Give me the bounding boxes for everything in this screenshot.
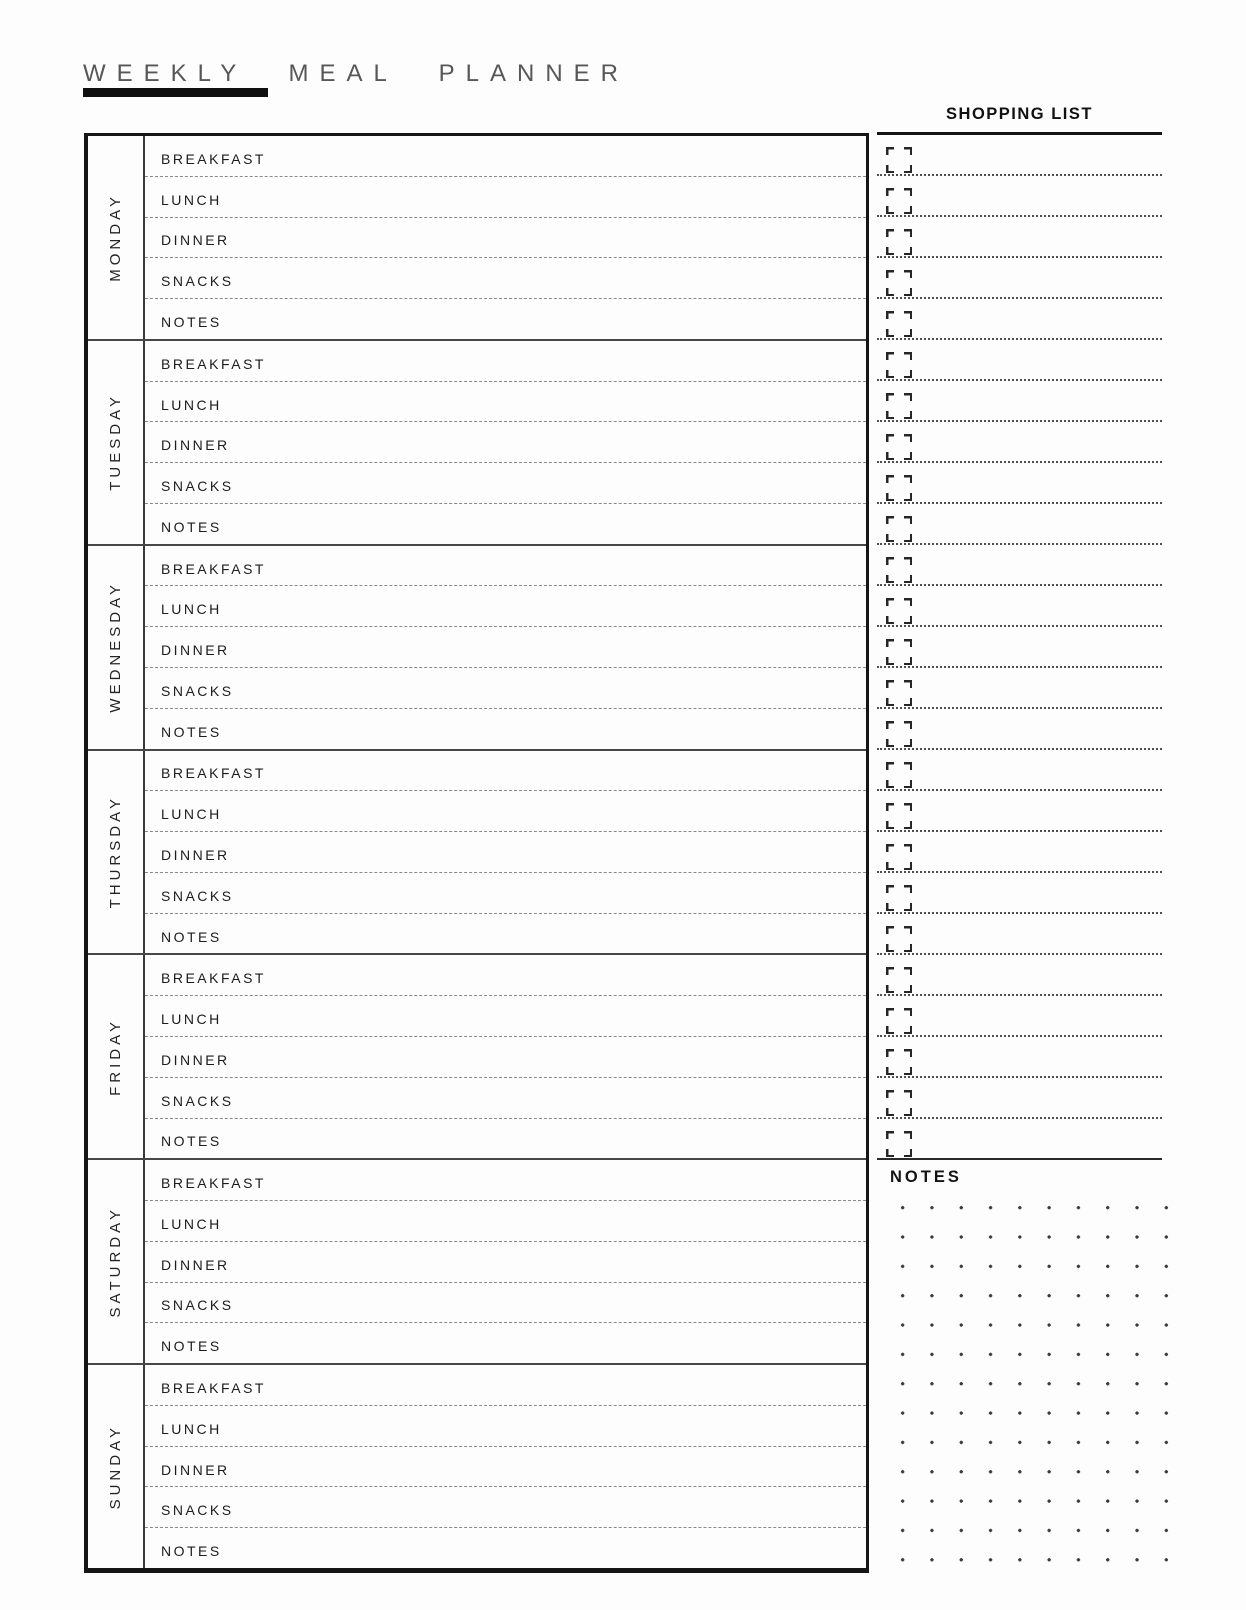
meal-row (145, 218, 866, 259)
day-block (88, 749, 866, 954)
checkbox-icon (886, 967, 912, 993)
meal-entry-space (222, 920, 866, 954)
checkbox-icon (886, 680, 912, 706)
meal-row (145, 1528, 866, 1568)
meal-row (145, 709, 866, 749)
shopping-list-row (877, 340, 1162, 381)
shopping-list-row (877, 217, 1162, 258)
meal-row (145, 873, 866, 914)
shopping-item-space (922, 299, 1162, 338)
meal-entry-space (222, 1534, 866, 1568)
meal-row (145, 463, 866, 504)
shopping-list-row (877, 832, 1162, 873)
checkbox-icon (886, 762, 912, 788)
day-label-column (88, 955, 145, 1158)
day-block (88, 953, 866, 1158)
shopping-item-space (922, 217, 1162, 256)
shopping-list-row (877, 791, 1162, 832)
meal-entry-space (222, 715, 866, 749)
meal-entry-space (266, 552, 866, 586)
meal-row-label: NOTES (161, 1133, 222, 1150)
meal-entry-space (234, 264, 866, 298)
meal-row (145, 546, 866, 587)
day-rows (145, 751, 866, 954)
day-rows (145, 546, 866, 749)
meal-entry-space (222, 1002, 866, 1036)
meal-entry-space (222, 1329, 866, 1363)
meal-row-label: BREAKFAST (161, 1380, 266, 1397)
shopping-item-space (922, 873, 1162, 912)
meal-row (145, 1078, 866, 1119)
shopping-list-section (877, 105, 1162, 1160)
meal-entry-space (222, 510, 866, 544)
meal-row-label: BREAKFAST (161, 970, 266, 987)
checkbox-icon (886, 639, 912, 665)
checkbox-icon (886, 311, 912, 337)
day-label: WEDNESDAY (107, 581, 124, 713)
meal-entry-space (230, 1453, 866, 1487)
shopping-list-row (877, 422, 1162, 463)
meal-row (145, 1119, 866, 1159)
meal-entry-space (266, 347, 866, 381)
checkbox-icon (886, 803, 912, 829)
meal-row-label: LUNCH (161, 601, 222, 618)
shopping-list-row (877, 1078, 1162, 1119)
meal-row (145, 751, 866, 792)
checkbox-icon (886, 229, 912, 255)
meal-row-label: SNACKS (161, 1092, 234, 1109)
shopping-list-row (877, 258, 1162, 299)
meal-row (145, 1323, 866, 1363)
shopping-item-space (922, 135, 1162, 174)
checkbox-icon (886, 721, 912, 747)
shopping-item-space (922, 463, 1162, 502)
meal-entry-space (222, 388, 866, 422)
shopping-item-space (922, 627, 1162, 666)
meal-row-label: DINNER (161, 1256, 230, 1273)
meal-row (145, 627, 866, 668)
meal-row (145, 1242, 866, 1283)
shopping-item-space (922, 586, 1162, 625)
shopping-item-space (922, 914, 1162, 953)
meal-planner-table (84, 133, 869, 1573)
meal-row (145, 914, 866, 954)
page-title: WEEKLY MEAL PLANNER (83, 60, 629, 88)
meal-row-label: BREAKFAST (161, 1175, 266, 1192)
shopping-item-space (922, 791, 1162, 830)
shopping-item-space (922, 258, 1162, 297)
meal-entry-space (230, 1043, 866, 1077)
shopping-list-row (877, 504, 1162, 545)
meal-row-label: LUNCH (161, 1420, 222, 1437)
day-rows (145, 1365, 866, 1568)
meal-row-label: SNACKS (161, 682, 234, 699)
checkbox-icon (886, 1090, 912, 1116)
meal-row (145, 504, 866, 544)
shopping-list-row (877, 299, 1162, 340)
meal-row (145, 422, 866, 463)
meal-entry-space (266, 961, 866, 995)
meal-row-label: SNACKS (161, 1297, 234, 1314)
day-label-column (88, 751, 145, 954)
shopping-list-row (877, 1119, 1162, 1158)
meal-entry-space (234, 674, 866, 708)
shopping-item-space (922, 381, 1162, 420)
meal-row (145, 586, 866, 627)
meal-row (145, 791, 866, 832)
meal-entry-space (230, 1248, 866, 1282)
meal-entry-space (230, 838, 866, 872)
checkbox-icon (886, 516, 912, 542)
meal-row-label: DINNER (161, 437, 230, 454)
meal-row-label: NOTES (161, 518, 222, 535)
checkbox-icon (886, 147, 912, 173)
shopping-item-space (922, 709, 1162, 748)
meal-row (145, 1037, 866, 1078)
shopping-list-row (877, 1037, 1162, 1078)
day-label: TUESDAY (107, 393, 124, 492)
shopping-list-row (877, 955, 1162, 996)
shopping-list-row (877, 914, 1162, 955)
checkbox-icon (886, 270, 912, 296)
meal-entry-space (234, 1493, 866, 1527)
shopping-list-row (877, 873, 1162, 914)
meal-entry-space (222, 183, 866, 217)
meal-row-label: BREAKFAST (161, 355, 266, 372)
meal-row (145, 1365, 866, 1406)
day-block (88, 136, 866, 339)
day-label: SUNDAY (107, 1423, 124, 1510)
meal-entry-space (222, 1412, 866, 1446)
checkbox-icon (886, 1131, 912, 1157)
checkbox-icon (886, 393, 912, 419)
meal-row-label: NOTES (161, 1338, 222, 1355)
checkbox-icon (886, 557, 912, 583)
meal-entry-space (230, 428, 866, 462)
shopping-item-space (922, 1078, 1162, 1117)
meal-row (145, 1201, 866, 1242)
meal-row-label: LUNCH (161, 1215, 222, 1232)
shopping-list-row (877, 545, 1162, 586)
meal-row-label: LUNCH (161, 396, 222, 413)
shopping-list-row (877, 463, 1162, 504)
meal-row-label: DINNER (161, 1461, 230, 1478)
day-label-column (88, 136, 145, 339)
meal-entry-space (234, 1084, 866, 1118)
day-label-column (88, 1160, 145, 1363)
title-underline-bar (83, 88, 268, 97)
meal-row-label: SNACKS (161, 1502, 234, 1519)
checkbox-icon (886, 188, 912, 214)
shopping-list-row (877, 586, 1162, 627)
meal-row (145, 258, 866, 299)
shopping-list-row (877, 709, 1162, 750)
notes-title: NOTES (890, 1168, 962, 1186)
meal-row-label: LUNCH (161, 191, 222, 208)
meal-row-label: DINNER (161, 846, 230, 863)
meal-row-label: LUNCH (161, 1011, 222, 1028)
checkbox-icon (886, 926, 912, 952)
meal-entry-space (230, 224, 866, 258)
shopping-item-space (922, 996, 1162, 1035)
checkbox-icon (886, 844, 912, 870)
meal-entry-space (234, 469, 866, 503)
meal-row (145, 668, 866, 709)
shopping-item-space (922, 955, 1162, 994)
meal-row-label: SNACKS (161, 273, 234, 290)
shopping-list-row (877, 996, 1162, 1037)
shopping-list-row (877, 135, 1162, 176)
shopping-item-space (922, 668, 1162, 707)
meal-row (145, 996, 866, 1037)
day-rows (145, 341, 866, 544)
meal-entry-space (266, 1371, 866, 1405)
meal-row (145, 1283, 866, 1324)
day-label: SATURDAY (107, 1206, 124, 1318)
shopping-list-row (877, 668, 1162, 709)
day-block (88, 1363, 866, 1568)
shopping-item-space (922, 1037, 1162, 1076)
checkbox-icon (886, 1008, 912, 1034)
day-rows (145, 136, 866, 339)
checkbox-icon (886, 352, 912, 378)
day-rows (145, 1160, 866, 1363)
meal-row-label: NOTES (161, 928, 222, 945)
meal-row-label: BREAKFAST (161, 765, 266, 782)
day-label-column (88, 1365, 145, 1568)
meal-row-label: DINNER (161, 232, 230, 249)
meal-row (145, 955, 866, 996)
meal-row (145, 1406, 866, 1447)
meal-row-label: NOTES (161, 723, 222, 740)
meal-row-label: BREAKFAST (161, 150, 266, 167)
meal-row-label: BREAKFAST (161, 560, 266, 577)
day-label-column (88, 341, 145, 544)
shopping-item-space (922, 750, 1162, 789)
shopping-list-title: SHOPPING LIST (877, 105, 1162, 135)
meal-row (145, 382, 866, 423)
shopping-item-space (922, 832, 1162, 871)
meal-row-label: LUNCH (161, 806, 222, 823)
checkbox-icon (886, 598, 912, 624)
checkbox-icon (886, 885, 912, 911)
meal-row (145, 299, 866, 339)
shopping-item-space (922, 176, 1162, 215)
day-block (88, 544, 866, 749)
shopping-list-row (877, 750, 1162, 791)
meal-entry-space (230, 633, 866, 667)
meal-row-label: SNACKS (161, 887, 234, 904)
checkbox-icon (886, 1049, 912, 1075)
shopping-list-row (877, 627, 1162, 668)
day-label: FRIDAY (107, 1017, 124, 1096)
meal-entry-space (222, 305, 866, 339)
meal-row-label: SNACKS (161, 478, 234, 495)
meal-row (145, 341, 866, 382)
meal-entry-space (234, 1289, 866, 1323)
shopping-item-space (922, 545, 1162, 584)
day-block (88, 1158, 866, 1363)
meal-entry-space (222, 1125, 866, 1159)
checkbox-icon (886, 434, 912, 460)
shopping-item-space (922, 1119, 1162, 1158)
meal-row (145, 832, 866, 873)
meal-entry-space (234, 879, 866, 913)
meal-row (145, 1160, 866, 1201)
meal-row (145, 1487, 866, 1528)
day-label: MONDAY (107, 193, 124, 282)
meal-row-label: NOTES (161, 1543, 222, 1560)
shopping-item-space (922, 422, 1162, 461)
meal-row (145, 177, 866, 218)
meal-entry-space (266, 142, 866, 176)
shopping-item-space (922, 340, 1162, 379)
day-label-column (88, 546, 145, 749)
shopping-list-row (877, 176, 1162, 217)
meal-row-label: DINNER (161, 642, 230, 659)
shopping-list-row (877, 381, 1162, 422)
meal-row-label: NOTES (161, 313, 222, 330)
notes-dot-grid (888, 1193, 1181, 1575)
shopping-item-space (922, 504, 1162, 543)
meal-row (145, 1447, 866, 1488)
meal-entry-space (222, 797, 866, 831)
checkbox-icon (886, 475, 912, 501)
meal-entry-space (222, 1207, 866, 1241)
meal-row-label: DINNER (161, 1051, 230, 1068)
meal-row (145, 136, 866, 177)
day-rows (145, 955, 866, 1158)
day-label: THURSDAY (107, 795, 124, 909)
meal-entry-space (222, 592, 866, 626)
meal-entry-space (266, 1166, 866, 1200)
shopping-list-rows (877, 135, 1162, 1160)
day-block (88, 339, 866, 544)
meal-entry-space (266, 757, 866, 791)
